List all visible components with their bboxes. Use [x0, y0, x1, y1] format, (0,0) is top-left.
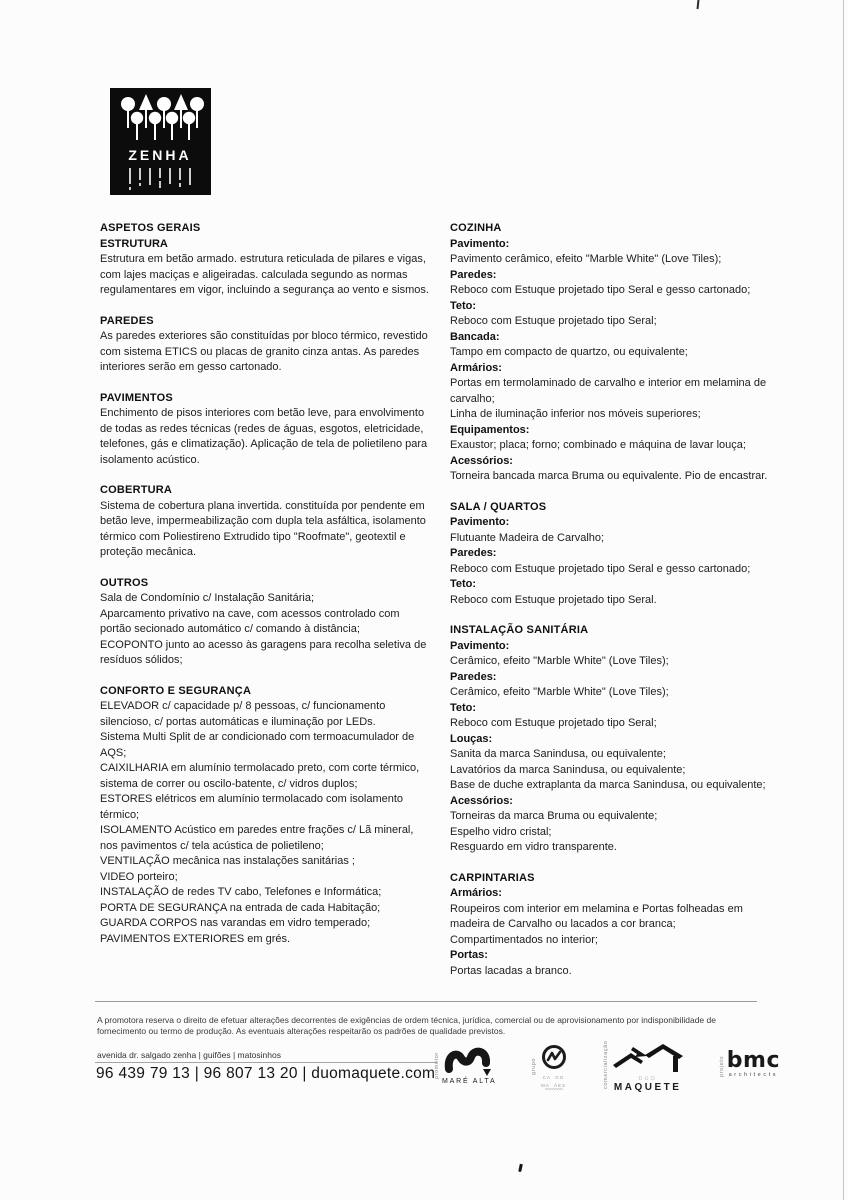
squiggle-icon: ~~~~~~~ [544, 1087, 563, 1093]
svg-text:ZENHA: ZENHA [128, 147, 192, 163]
spec-text: ELEVADOR c/ capacidade p/ 8 pessoas, c/ funcionamento silencioso, c/ portas automáticas e iluminação por LEDs. [100, 700, 386, 728]
logo-maquete-sub: DUO [638, 1076, 657, 1082]
logo-grupo-caption-1: CA GO [542, 1075, 565, 1080]
spec-text: Reboco com Estuque projetado tipo Seral e gesso cartonado; [450, 284, 751, 296]
spec-text: VIDEO porteiro; [100, 870, 178, 883]
scan-artifact-top [697, 0, 700, 9]
spec-text: As paredes exteriores são constituídas por bloco térmico, revestido com sistema ETICS ou placas de granito cinza antas. As paredes interiores serão em gesso cartonado. [100, 330, 428, 373]
logo-role-label: projeto [718, 1055, 725, 1077]
address-divider [95, 1062, 437, 1063]
logo-role-label: promotor [434, 1052, 440, 1080]
logo-maquete [602, 1040, 685, 1093]
spec-section [100, 684, 433, 948]
spec-section [100, 314, 433, 376]
section-title: OUTROS [100, 576, 149, 589]
spec-label: Pavimento: [450, 516, 510, 528]
spec-text: PAVIMENTOS EXTERIORES em grés. [100, 932, 291, 945]
logo-bmc-name: bmc [726, 1048, 780, 1073]
spec-text: Linha de iluminação inferior nos móveis superiores; [450, 408, 701, 420]
spec-text: Compartimentados no interior; [450, 933, 598, 946]
spec-label: ESTRUTURA [100, 237, 168, 250]
spec-section [100, 221, 433, 299]
spec-text: Sistema Multi Split de ar condicionado com termoacumulador de AQS; [100, 731, 415, 759]
section-title: CONFORTO E SEGURANÇA [100, 684, 252, 697]
logo-maquete-name: MAQUETE [613, 1082, 682, 1093]
logo-role-label: comercialização [602, 1040, 609, 1089]
spec-label: Teto: [450, 701, 477, 714]
spec-label: Paredes: [450, 268, 497, 281]
zenha-logo [110, 88, 211, 195]
scan-edge [843, 0, 844, 1200]
spec-section [450, 871, 782, 980]
spec-text: Espelho vidro cristal; [450, 825, 552, 838]
spec-text: ECOPONTO junto ao acesso às garagens para recolha seletiva de resíduos sólidos; [100, 638, 427, 666]
section-title: CARPINTARIAS [450, 871, 535, 884]
spec-text: Reboco com Estuque projetado tipo Seral; [450, 315, 657, 327]
logo-role-label: grupo [530, 1057, 537, 1075]
spec-label: Pavimento: [450, 639, 510, 652]
spec-text: Aparcamento privativo na cave, com acessos controlado com portão secionado automático c/ comando à distância; [100, 607, 400, 635]
spec-section [450, 221, 782, 485]
spec-label: Paredes: [450, 547, 497, 559]
spec-text: Reboco com Estuque projetado tipo Seral. [450, 593, 657, 606]
spec-section [450, 623, 782, 856]
spec-text: Portas lacadas a branco. [450, 964, 572, 977]
address-line: avenida dr. salgado zenha | guifões | matosinhos [97, 1050, 281, 1060]
spec-text: Exaustor; placa; forno; combinado e máquina de lavar louça; [450, 439, 746, 451]
section-title: INSTALAÇÃO SANITÁRIA [450, 624, 589, 636]
footer-divider [95, 1001, 757, 1002]
spec-section [100, 576, 433, 669]
section-title: ASPETOS GERAIS [100, 222, 201, 234]
disclaimer-text: A promotora reserva o direito de efetuar alterações decorrentes de exigências de ordem técnica, jurídica, comercial ou de aprovisionamento por indisponibilidade de fornecimento ou termo de produção. As eventuais alterações respeitarão os padrões de qualidade previstos. [97, 1014, 716, 1036]
spec-label: Teto: [450, 578, 477, 590]
spec-text: Portas em termolaminado de carvalho e interior em melamina de carvalho; [450, 377, 767, 405]
spec-text: Torneira bancada marca Bruma ou equivalente. Pio de encastrar. [450, 470, 768, 482]
left-column [100, 221, 433, 962]
spec-text: Pavimento cerâmico, efeito "Marble White" (Love Tiles); [450, 253, 722, 265]
spec-text: Torneiras da marca Bruma ou equivalente; [450, 810, 658, 822]
circle-m-icon [539, 1043, 569, 1073]
spec-section [100, 391, 433, 469]
spec-text: Cerâmico, efeito "Marble White" (Love Tiles); [450, 655, 669, 667]
spec-text: Enchimento de pisos interiores com betão leve, para envolvimento de todas as redes técnicas (redes de águas, esgotos, eletricidade, telefones, gás e climatização). Aplicação de tela de polietileno para isolamento acústico. [100, 407, 428, 466]
rooftops-icon [611, 1043, 685, 1075]
spec-text: Reboco com Estuque projetado tipo Seral; [450, 717, 657, 729]
zenha-logo-graphic [110, 88, 211, 195]
spec-section [450, 500, 782, 609]
spec-text: Reboco com Estuque projetado tipo Seral e gesso cartonado; [450, 562, 751, 575]
spec-section [100, 483, 433, 561]
spec-label: Portas: [450, 949, 488, 961]
spec-text: ESTORES elétricos em alumínio termolacado com isolamento térmico; [100, 793, 404, 821]
partner-logos [434, 1040, 780, 1093]
section-title: COBERTURA [100, 484, 173, 496]
spec-label: Pavimento: [450, 237, 510, 250]
spec-text: Sanita da marca Sanindusa, ou equivalente; [450, 748, 666, 760]
spec-text: Roupeiros com interior em melamina e Portas folheadas em madeira de Carvalho ou lacados a cor branca; [450, 902, 743, 930]
spec-text: INSTALAÇÃO de redes TV cabo, Telefones e Informática; [100, 886, 382, 898]
spec-text: GUARDA CORPOS nas varandas em vidro temperado; [100, 917, 371, 929]
spec-label: Teto: [450, 299, 477, 312]
contact-phone-website[interactable]: 96 439 79 13 | 96 807 13 20 | duomaquete.com [96, 1065, 436, 1082]
spec-text: Tampo em compacto de quartzo, ou equivalente; [450, 346, 688, 358]
spec-label: Acessórios: [450, 454, 513, 467]
right-column [450, 221, 782, 994]
spec-text: Estrutura em betão armado. estrutura reticulada de pilares e vigas, com lajes maciças e aligeiradas. calculada segundo as normas regulamentares em vigor, incluindo a segurança ao vento e sismos. [100, 253, 429, 296]
section-title: SALA / QUARTOS [450, 500, 547, 513]
section-title: COZINHA [450, 222, 502, 234]
spec-label: Armários: [450, 361, 502, 374]
spec-text: Base de duche extraplanta da marca Sanindusa, ou equivalente; [450, 779, 766, 791]
spec-label: Louças: [450, 732, 493, 745]
wave-m-icon [443, 1043, 495, 1077]
logo-bmc [719, 1043, 780, 1089]
section-title: PAREDES [100, 314, 154, 327]
logo-bmc-sub: architects [728, 1072, 779, 1078]
spec-label: Armários: [450, 887, 502, 899]
spec-text: PORTA DE SEGURANÇA na entrada de cada Habitação; [100, 901, 381, 914]
section-title: PAVIMENTOS [100, 391, 173, 404]
spec-text: Flutuante Madeira de Carvalho; [450, 531, 605, 544]
spec-text: ISOLAMENTO Acústico em paredes entre frações c/ Lã mineral, nos pavimentos c/ tela acústica de polietileno; [100, 824, 414, 852]
spec-text: Cerâmico, efeito "Marble White" (Love Tiles); [450, 686, 669, 698]
scan-artifact-bottom [518, 1164, 523, 1172]
spec-text: Resguardo em vidro transparente. [450, 841, 617, 853]
spec-text: Sistema de cobertura plana invertida. constituída por pendente em betão leve, impermeabilização com dupla tela asfáltica, isolamento térmico com Poliestireno Extrudido tipo "Roofmate", geotextil e proteção mecânica. [100, 499, 426, 558]
spec-label: Equipamentos: [450, 423, 530, 436]
spec-text: CAIXILHARIA em alumínio termolacado preto, com corte térmico, sistema de correr ou oscilo-batente, c/ vidros duplos; [100, 762, 420, 790]
spec-label: Paredes: [450, 670, 497, 683]
logo-marealta-name: MARÉ ALTA [442, 1078, 497, 1085]
spec-text: Lavatórios da marca Sanindusa, ou equivalente; [450, 763, 686, 776]
spec-label: Bancada: [450, 330, 500, 343]
logo-grupo-caption-2: MA ÃES [541, 1082, 567, 1088]
spec-text: VENTILAÇÃO mecânica nas instalações sanitárias ; [100, 855, 355, 867]
logo-marealta [434, 1043, 496, 1089]
logo-grupo [531, 1043, 569, 1093]
spec-label: Acessórios: [450, 794, 513, 807]
spec-text: Sala de Condomínio c/ Instalação Sanitária; [100, 592, 315, 604]
